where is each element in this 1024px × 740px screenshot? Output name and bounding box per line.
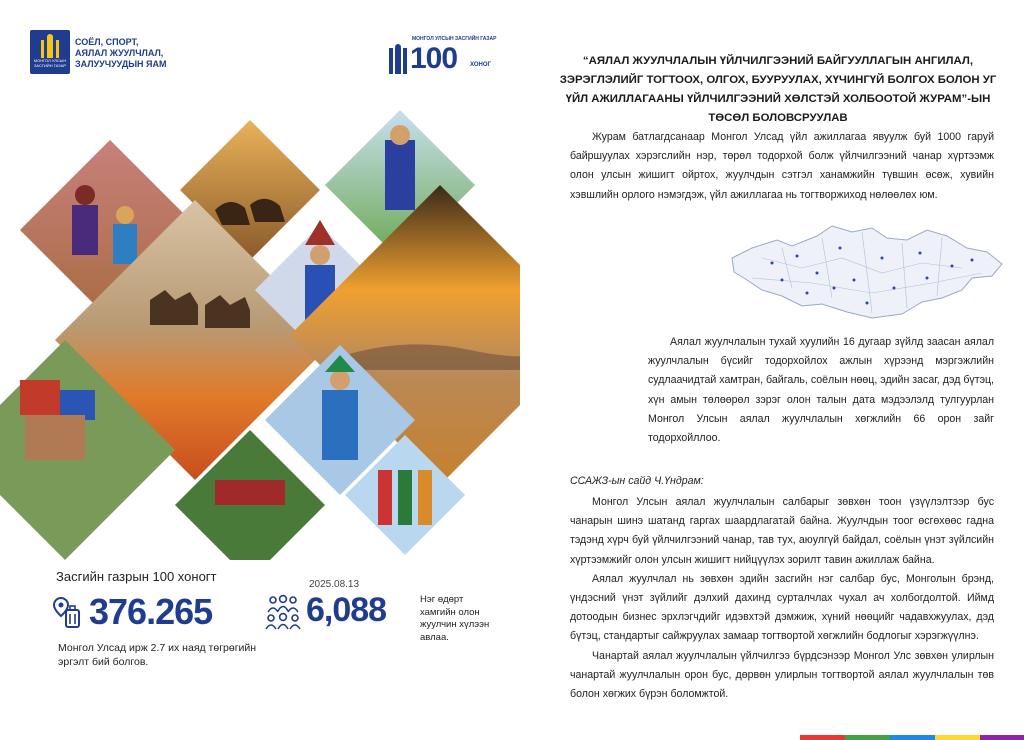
- quote-paragraph: Чанартай аялал жуулчлалын үйлчилгээ бүрдсэнээр Монгол Улс зөвхөн улирлын чанартай жуулчлалын орон бус, дөрвөн улирлын тогтвортой аялал жуулчлалын төв болон хөгжих бүрэн боломжтой.: [570, 649, 994, 701]
- quote-paragraph: Аялал жуулчлал нь зөвхөн эдийн засгийн нэг салбар бус, Монголын брэнд, үндэсний үнэт зүйлийг дэлхий дахинд сурталчлах чухал ач холбогдолтой. Иймд дотоодын бизнес эрхлэгчдийг идэвхтэй дэмжиж, хүний нөөцийг чадавхжуулах, дэд бүтэц, стандартыг сайжруулах замаар тогтвортой хөгжлийн бодлогыг хэрэгжүүлнэ.: [570, 572, 994, 643]
- color-bar-green: [845, 735, 890, 740]
- zones-paragraph: Аялал жуулчлалын тухай хуулийн 16 дугаар зүйлд заасан аялал жуулчлалын бүсийг тодорхойлох ажлын хүрээнд мэргэжлийн судлаачидтай хамтран, байгаль, соёлын нөөц, эдийн засаг, дэд бүтэц, хүн амын төлөөрөл зэрэг олон талын дата мэдээлэлд тулгуурлан Монгол Улсын аялал жуулчлалын хөгжлийн 66 орон зайг тодорхойллоо.: [648, 336, 994, 445]
- speaker-name: ССАЖЗ-ын сайд Ч.Үндрам:: [570, 475, 704, 487]
- logo100-emblem: [389, 44, 407, 74]
- stat-daily-value: 6,088: [306, 591, 387, 629]
- logo100-number: 100: [410, 42, 458, 75]
- crowd-icon: [263, 594, 303, 628]
- stat-tourists-desc: Монгол Улсад ирж 2.7 их наяд төгрөгийн эргэлт бий болгов.: [58, 642, 257, 668]
- mongolia-map: [722, 218, 1010, 326]
- minister-quote: [570, 472, 994, 704]
- page-title: “АЯЛАЛ ЖУУЛЧЛАЛЫН ҮЙЛЧИЛГЭЭНИЙ БАЙГУУЛЛАГЫН АНГИЛАЛ, ЗЭРЭГЛЭЛИЙГ ТОГТООХ, ОЛГОХ, БУУРУУЛАХ, ХҮЧИНГҮЙ БОЛГОХ БОЛОН УГ ҮЙЛ АЖИЛЛАГААНЫ ҮЙЛЧИЛГЭЭНИЙ ХӨЛСТЭЙ ХОЛБООТОЙ ЖУРАМ”-ЫН ТӨСӨЛ БОЛОВСРУУЛАВ: [559, 55, 997, 124]
- stats-label: Засгийн газрын 100 хоногт: [56, 569, 217, 584]
- color-bar-blue: [890, 735, 935, 740]
- stat-daily-desc: Нэг өдөрт хамгийн олон жуулчин хүлээн авлаа.: [420, 594, 490, 643]
- photo-collage: [0, 100, 520, 560]
- emblem-caption: МОНГОЛ УЛСЫН ЗАСГИЙН ГАЗАР: [33, 58, 67, 68]
- stat-date: 2025.08.13: [309, 579, 360, 590]
- color-bar-purple: [980, 735, 1024, 740]
- ministry-name: СОЁЛ, СПОРТ, АЯЛАЛ ЖУУЛЧЛАЛ, ЗАЛУУЧУУДЫН ЯАМ: [75, 37, 167, 69]
- quote-paragraph: Монгол Улсын аялал жуулчлалын салбарыг зөвхөн тоон үзүүлэлтээр бус чанарын шинэ шатанд гаргах шаардлагатай байна. Жуулчдын тоог өсгөхөөс гадна тэдэнд хүрч буй үйлчилгээний чанар, тав тух, аюулгүй байдал, соёлын үнэт зүйлсийн хүртээмжийг олон улсын жишигт нийцүүлэх зорилт тавин ажиллаж байна.: [570, 496, 994, 566]
- luggage-pin-icon: [52, 596, 82, 630]
- logo100-caption: МОНГОЛ УЛСЫН ЗАСГИЙН ГАЗАР: [412, 36, 497, 42]
- stat-tourists-value: 376.265: [89, 591, 213, 632]
- intro-paragraph: Журам батлагдсанаар Монгол Улсад үйл ажиллагаа явуулж буй 1000 гаруй байршуулах хэрэгслийн нэр, төрөл тодорхой болж үйлчилгээний чанар хүртээмж олон улсын жишигт ойртох, жуулчдын сэтгэл ханамжийн түвшин өсөж, хувийн хэвшлийн орлого нэмэгдэж, үйл ажиллагаа нь тогтворжиход нөлөөлөх юм.: [570, 131, 994, 201]
- logo100-sub: ХОНОГ: [470, 62, 491, 68]
- color-bar-yellow: [935, 735, 980, 740]
- color-bar-red: [800, 735, 845, 740]
